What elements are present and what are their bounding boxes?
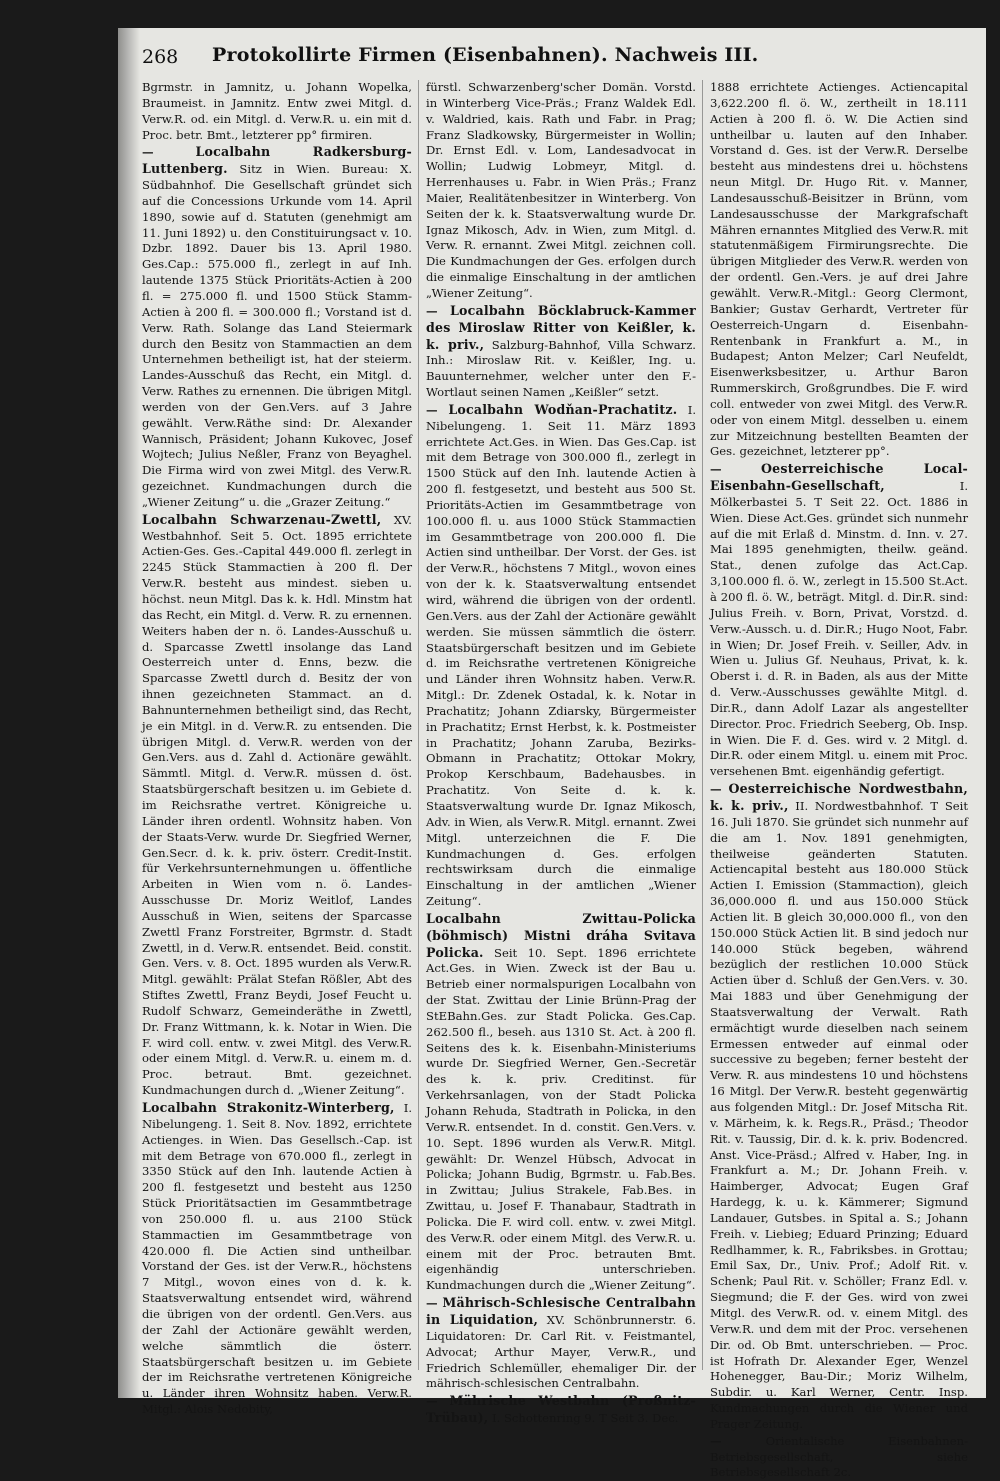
text-column-3 (710, 80, 969, 1480)
company-name: Localbahn Schwarzenau-Zwettl, (142, 511, 382, 527)
entry-dash: — (426, 303, 450, 318)
entry-text: I. Schottenring 9. T Seit 3. Dec. (492, 1411, 679, 1426)
entry-text: fürstl. Schwarzenberg'scher Domän. Vorstd. in Winterberg Vice-Präs.; Franz Waldek Edl. v. Waldried, kais. Rath und Fabr. in Prag; Franz Sladkowsky, Bürgermeister in Wollin; Dr. Ernst Edl. v. Lom, Landesadvocat in Wollin; Ludwig Lobmeyr, Mitgl. d. Herrenhauses u. Fabr. in Wien Präs.; Franz Maier, Realitätenbesitzer in Winterberg. Von Seiten der k. k. Staatsverwaltung wurde Dr. Ignaz Mikosch, Adv. in Wien, zum Mitgl. d. Verw. R. ernannt. Zwei Mitgl. zeichnen coll. Die Kundmachungen der Ges. erfolgen durch die einmalige Einschaltung in der amtlichen „Wiener Zeitung“. (426, 80, 696, 300)
entry-text: I. Mölkerbastei 5. T Seit 22. Oct. 1886 in Wien. Diese Act.Ges. gründet sich nunmehr auf die mit Erlaß d. Minstm. d. Inn. v. 27. Mai 1895 genehmigten, theilw. geänd. Stat., denen zufolge das Act.Cap. 3,100.000 fl. ö. W., zerlegt in 15.500 St.Act. à 200 fl. ö. W., beträgt. Mitgl. d. Dir.R. sind: Julius Freih. v. Born, Privat, Vorstzd. d. Verw.-Aussch. u. d. Dir.R.; Hugo Noot, Fabr. in Wien; Dr. Josef Freih. v. Seiller, Adv. in Wien u. Julius Gf. Neuhaus, Privat, k. k. Oberst i. d. R. in Baden, als aus der Mitte d. Verw.-Ausschusses gewählte Mitgl. d. Dir.R., dann Adolf Lazar als angestellter Director. Proc. Friedrich Seeberg, Ob. Insp. in Wien. Die F. d. Ges. wird v. 2 Mitgl. d. Dir.R. oder einem Mitgl. u. einem mit Proc. versehenen Bmt. eigenhändig gefertigt. (710, 479, 968, 779)
company-name: Mährisch-Schlesische Centralbahn in Liquidation, (426, 1295, 696, 1327)
directory-entry (426, 80, 696, 302)
column-divider (702, 80, 703, 1370)
company-name: Localbahn Böcklabruck-Kammer des Miroslaw Ritter von Keißler, k. k. priv., (426, 302, 696, 352)
entry-text: Sitz in Wien. Bureau: X. Südbahnhof. Die Gesellschaft gründet sich auf die Concessions Urkunde vom 14. April 1890, sowie auf d. Statuten (genehmigt am 11. Juni 1892) u. den Constituirungsact v. 10. Dzbr. 1892. Dauer bis 13. April 1980. Ges.Cap.: 575.000 fl., zerlegt in auf Inh. lautende 1375 Stück Prioritäts-Actien à 200 fl. = 275.000 fl. und 1500 Stück Stamm-Actien à 200 fl. = 300.000 fl.; Vorstand ist d. Verw. Rath. Solange das Land Steiermark durch den Besitz von Stammactien an dem Unternehmen betheiligt ist, hat der steierm. Landes-Ausschuß das Recht, ein Mitgl. d. Verw. Rathes zu ernennen. Die übrigen Mitgl. werden von der Gen.Vers. auf 3 Jahre gewählt. Verw.Räthe sind: Dr. Alexander Wannisch, Präsident; Johann Kukovec, Josef Wojtech; Julius Neßler, Franz von Beyaghel. Die Firma wird von zwei Mitgl. des Verw.R. gezeichnet. Kundmachungen durch die „Wiener Zeitung“ u. die „Grazer Zeitung.“ (142, 162, 413, 509)
entry-dash: — (710, 1433, 766, 1448)
directory-entry (426, 402, 696, 910)
directory-entry (710, 461, 968, 780)
document-page (118, 28, 986, 1480)
entry-dash: — (710, 462, 762, 477)
directory-entry (710, 781, 968, 1433)
entry-dash: — (710, 782, 729, 797)
entry-text: 1888 errichtete Actienges. Actiencapital 3,622.200 fl. ö. W., zertheilt in 18.111 Actien à 200 fl. ö. W. Die Actien sind untheilbar u. lauten auf den Inhaber. Vorstand d. Ges. ist der Verw.R. Derselbe besteht aus mindestens drei u. höchstens neun Mitgl. Dr. Hugo Rit. v. Manner, Landesausschuß-Beisitzer in Brünn, vom Landesausschusse der Markgrafschaft Mähren ernanntes Mitglied des Verw.R. mit statutenmäßigem Firmirungsrechte. Die übrigen Mitglieder des Verw.R. werden von der ordentl. Gen.-Vers. je auf drei Jahre gewählt. Verw.R.-Mitgl.: Georg Clermont, Bankier; Gustav Gerhardt, Vertreter für Oesterreich-Ungarn d. Eisenbahn-Rentenbank in Frankfurt a. M., in Budapest; Anton Melzer; Carl Neufeldt, Eisenwerksbesitzer, u. Arthur Baron Rummerskirch, Großgrundbes. Die F. wird coll. entweder von zwei Mitgl. des Verw.R. oder von einem Mitgl. desselben u. einem zur Mitzeichnung bestellten Beamten der Ges. gezeichnet, letzterer pp°. (710, 80, 968, 459)
company-name: Localbahn Wodňan-Prachatitz. (448, 401, 678, 417)
directory-entry (426, 1393, 696, 1427)
company-name: Mährische Westbahn (Proßnitz-Trübau), (426, 1393, 696, 1426)
directory-entry (142, 1100, 412, 1418)
entry-text: Seit 10. Sept. 1896 errichtete Act.Ges. in Wien. Zweck ist der Bau u. Betrieb einer normalspurigen Localbahn von der Stat. Zwittau der Linie Brünn-Prag der StEBahn.Ges. zur Stadt Policka. Ges.Cap. 262.500 fl., beseh. aus 1310 St. Act. à 200 fl. Seitens des k. k. Eisenbahn-Ministeriums wurde Dr. Siegfried Werner, Gen.-Secretär des k. k. priv. Creditinst. für Verkehrsanlagen, von der Stadt Policka Johann Rehuda, Stadtrath in Policka, in den Verw.R. entsendet. In d. constit. Gen.Vers. v. 10. Sept. 1896 wurden als Verw.R. Mitgl. gewählt: Dr. Wenzel Hübsch, Advocat in Policka; Johann Budig, Bgrmstr. u. Fab.Bes. in Zwittau; Julius Strakele, Fab.Bes. in Zwittau, u. Josef F. Thanabaur, Stadtrath in Policka. Die F. wird coll. entw. v. zwei Mitgl. des Verw.R. oder einem Mitgl. des Verw.R. u. einem mit der Proc. betrauten Bmt. eigenhändig unterschrieben. Kundmachungen durch die „Wiener Zeitung“. (426, 945, 696, 1293)
directory-entry (426, 1295, 696, 1392)
company-name: Oesterreichische Local-Eisenbahn-Gesellschaft, (710, 461, 968, 494)
directory-entry (426, 911, 696, 1294)
directory-entry (426, 303, 696, 401)
text-column-1 (142, 80, 413, 1417)
page-header (142, 42, 966, 72)
entry-text: XV. Schönbrunnerstr. 6. Liquidatoren: Dr. Carl Rit. v. Feistmantel, Advocat; Arthur Mayer, Verw.R., und Friedrich Schlemüller, ehemaliger Dir. der mährisch-schlesischen Centralbahn. (426, 1312, 696, 1391)
directory-entry (710, 80, 968, 460)
directory-entry (142, 80, 412, 143)
entry-text: Salzburg-Bahnhof, Villa Schwarz. Inh.: Miroslaw Rit. v. Keißler, Ing. u. Bauunternehmer, welcher unter den F.-Wortlaut seinen Namen „Keißler“ setzt. (426, 337, 696, 400)
entry-dash: — (142, 145, 196, 160)
entry-dash: — (426, 402, 449, 417)
entry-text: XV. Westbahnhof. Seit 5. Oct. 1895 errichtete Actien-Ges. Ges.-Capital 449.000 fl. zerlegt in 2245 Stück Stammactien à 200 fl. Der Verw.R. besteht aus mindest. sieben u. höchst. neun Mitgl. Das k. k. Hdl. Minstm hat das Recht, ein Mitgl. d. Verw. R. zu ernennen. Weiters haben der n. ö. Landes-Ausschuß u. d. Sparcasse Zwettl insolange das Land Oesterreich unter d. Enns, bezw. die Sparcasse Zwettl durch d. Besitz der von ihnen gezeichneten Stammact. an d. Bahnunternehmen betheiligt sind, das Recht, je ein Mitgl. in d. Verw.R. zu entsenden. Die übrigen Mitgl. d. Verw.R. werden von der Gen.Vers. aus d. Zahl d. Actionäre gewählt. Sämmtl. Mitgl. d. Verw.R. müssen d. öst. Staatsbürgerschaft besitzen u. im Gebiete d. im Reichsrathe vertret. Königreiche u. Länder ihren ordentl. Wohnsitz haben. Von der Staats-Verw. wurde Dr. Siegfried Werner, Gen.Secr. d. k. k. priv. österr. Credit-Instit. für Verkehrsunternehmungen u. öffentliche Arbeiten in Wien vom n. ö. Landes-Ausschusse Dr. Moriz Weitlof, Landes Ausschuß in Wien, seitens der Sparcasse Zwettl Franz Forstreiter, Bgrmstr. d. Stadt Zwettl, in d. Verw.R. entsendet. Beid. constit. Gen. Vers. v. 8. Oct. 1895 wurden als Verw.R. Mitgl. gewählt: Prälat Stefan Rößler, Abt des Stiftes Zwettl, Franz Beydi, Josef Feucht u. Rudolf Schwarz, Gemeinderäthe in Zwettl, Dr. Franz Wittmann, k. k. Notar in Wien. Die F. wird coll. entw. v. zwei Mitgl. des Verw.R. oder einem Mitgl. d. Verw.R. u. einem m. d. Proc. betraut. Bmt. gezeichnet. Kundmachungen durch d. „Wiener Zeitung“. (142, 512, 412, 1098)
page-title: Protokollirte Firmen (Eisenbahnen). Nachweis III. (212, 44, 759, 66)
directory-entry (142, 144, 412, 510)
entry-text: Bgrmstr. in Jamnitz, u. Johann Wopelka, Braumeist. in Jamnitz. Entw zwei Mitgl. d. Verw.R. od. ein Mitgl. d. Verw.R. u. ein mit d. Proc. betr. Bmt., letzterer pp° firmiren. (142, 80, 412, 142)
directory-entry (710, 1434, 968, 1481)
company-name: Localbahn Zwittau-Policka (böhmisch) Mistni dráha Svitava Policka. (426, 910, 696, 960)
company-name: Localbahn Radkersburg-Luttenberg. (142, 144, 412, 177)
entry-text: I. Nibelungeng. 1. Seit 8. Nov. 1892, errichtete Actienges. in Wien. Das Gesellsch.-Cap. ist mit dem Betrage von 670.000 fl., zerlegt in 3350 Stück auf den Inh. lautende Actien à 200 fl. festgesetzt und besteht aus 1250 Stück Prioritätsactien im Gesammtbetrage von 250.000 fl. u. aus 2100 Stück Stammactien im Gesammtbetrage von 420.000 fl. Die Actien sind untheilbar. Vorstand der Ges. ist der Verw.R., höchstens 7 Mitgl., wovon eines von d. k. k. Staatsverwaltung entsendet wird, während die übrigen von der ordentl. Gen.Vers. aus der Zahl der Actionäre gewählt werden, welche sämmtlich die österr. Staatsbürgerschaft besitzen u. im Gebiete der im Reichsrathe vertretenen Königreiche u. Länder ihren Wohnsitz haben. Verw.R. Mitgl.: Alois Nedobity, (142, 1101, 413, 1417)
company-name: Oesterreichische Nordwestbahn, k. k. priv., (710, 781, 968, 813)
entry-text: II. Nordwestbahnhof. T Seit 16. Juli 1870. Sie gründet sich nunmehr auf die am 1. Nov. 1891 genehmigten, theilweise geänderten Statuten. Actiencapital besteht aus 180.000 Stück Actien I. Emission (Stammaction), gleich 36,000.000 fl. und aus 150.000 Stück Actien lit. B gleich 30,000.000 fl., von den 150.000 Stück Actien lit. B sind jedoch nur 140.000 Stück begeben, während bezüglich der restlichen 10.000 Stück Actien über d. Schluß der Gen.Vers. v. 30. Mai 1883 und über Genehmigung der Staatsverwaltung der Verwalt. Rath ermächtigt wurde dieselben nach seinem Ermessen entweder auf einmal oder successive zu begeben; ferner besteht der Verw. R. aus mindestens 10 und höchstens 16 Mitgl. Der Verw.R. besteht gegenwärtig aus folgenden Mitgl.: Dr. Josef Mitscha Rit. v. Märheim, k. k. Regs.R., Präsd.; Theodor Rit. v. Taussig, Dir. d. k. k. priv. Bodencred. Anst. Vice-Präsd.; Alfred v. Haber, Ing. in Frankfurt a. M.; Dr. Johann Freih. v. Haimberger, Advocat; Eugen Graf Hardegg, k. u. k. Kämmerer; Sigmund Landauer, Gutsbes. in Spital a. S.; Johann Freih. v. Liebieg; Eduard Prinzing; Eduard Redlhammer, k. R., Fabriksbes. in Grottau; Emil Sax, Dr., Univ. Prof.; Adolf Rit. v. Schenk; Paul Rit. v. Schöller; Franz Edl. v. Siegmund; die F. der Ges. wird von zwei Mitgl. des Verw.R. od. v. einem Mitgl. des Verw.R. und dem mit der Proc. versehenen Dir. od. Ob Bmt. unterschrieben. — Proc. ist Hofrath Dr. Alexander Eger, Wenzel Hohenegger, Bau-Dir.; Moriz Wilhelm, Subdir. u. Karl Werner, Centr. Insp. Kundmachungen durch die Wiener und Prager Zeitung. (710, 798, 969, 1431)
directory-entry (142, 512, 412, 1099)
entry-text: I. Nibelungeng. 1. Seit 11. März 1893 errichtete Act.Ges. in Wien. Das Ges.Cap. ist mit dem Betrage von 300.000 fl., zerlegt in 1500 Stück auf den Inh. lautende Actien à 200 fl. festgesetzt, und besteht aus 500 St. Prioritäts-Actien im Gesammtbetrage von 100.000 fl. u. aus 1000 Stück Stammactien im Gesammtbetrage von 200.000 fl. Die Actien sind untheilbar. Der Vorst. der Ges. ist der Verw.R., höchstens 7 Mitgl., wovon eines von der k. k. Staatsverwaltung entsendet wird, während die übrigen von der ordentl. Gen.Vers. aus der Zahl der Actionäre gewählt werden. Sie müssen sämmtlich die österr. Staatsbürgerschaft besitzen und im Gebiete d. im Reichsrathe vertretenen Königreiche und Länder ihren Wohnsitz haben. Verw.R. Mitgl.: Dr. Zdenek Ostadal, k. k. Notar in Prachatitz; Johann Zdiarsky, Bürgermeister in Prachatitz; Ernst Herbst, k. k. Postmeister in Prachatitz; Johann Zaruba, Bezirks-Obmann in Prachatitz; Ottokar Mokry, Prokop Kerschbaum, Badehausbes. in Prachatitz. Von Seite d. k. k. Staatsverwaltung wurde Dr. Ignaz Mikosch, Adv. in Wien, als Verw.R. Mitgl. ernannt. Zwei Mitgl. unterzeichnen die F. Die Kundmachungen d. Ges. erfolgen rechtswirksam durch die einmalige Einschaltung in der amtlichen „Wiener Zeitung“. (426, 402, 696, 909)
column-divider (418, 80, 419, 1370)
entry-dash: — (426, 1394, 450, 1409)
page-gutter-shadow (118, 28, 140, 1398)
entry-dash: — (426, 1296, 443, 1311)
company-name: Localbahn Strakonitz-Winterberg, (142, 1100, 395, 1115)
entry-text: Orientalische Eisenbahnen-Betriebsgesellschaft, siehe Betriebsgesellschaft 2c. (710, 1433, 968, 1480)
text-column-2 (426, 80, 696, 1426)
page-number: 268 (142, 46, 179, 68)
